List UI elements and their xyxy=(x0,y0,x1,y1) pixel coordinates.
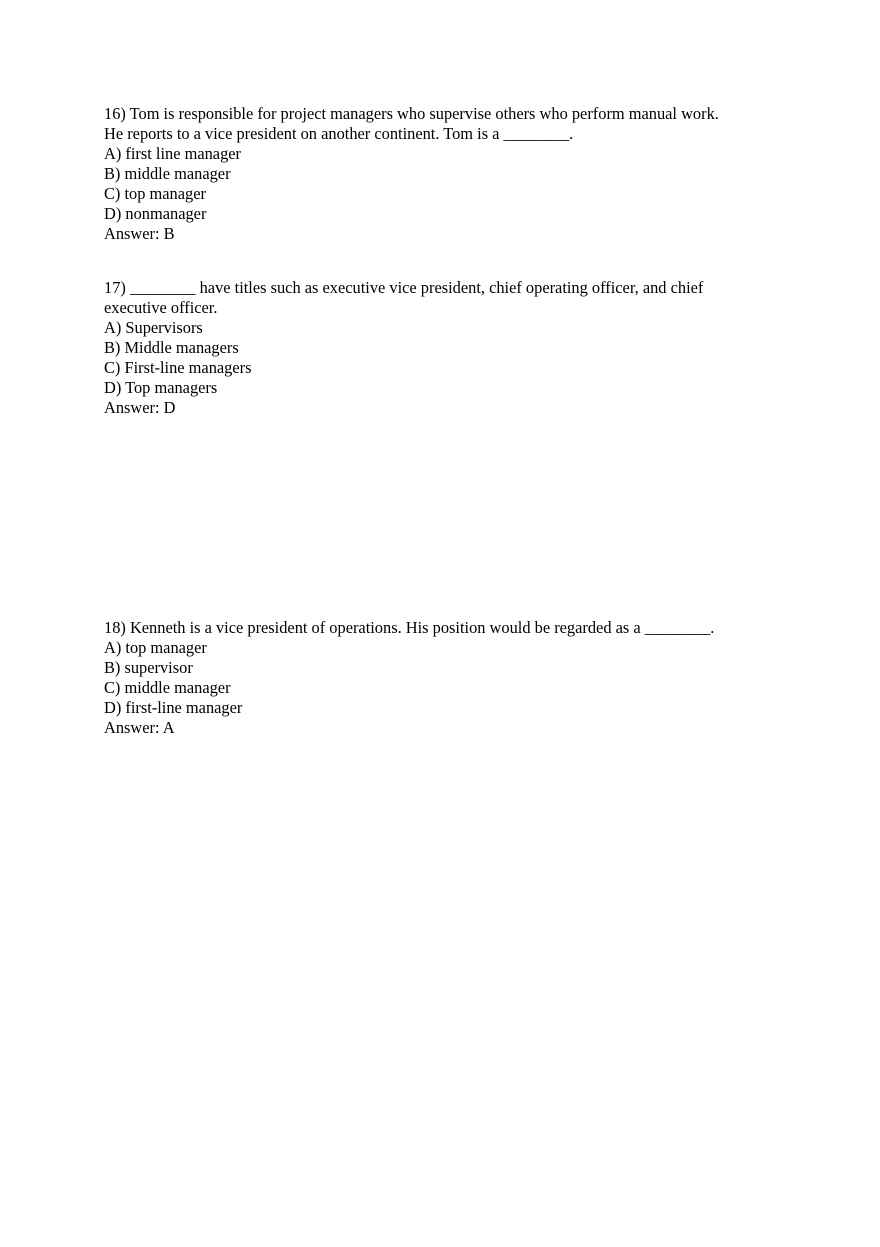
answer-option-b: B) middle manager xyxy=(104,164,231,183)
question-stem-line: executive officer. xyxy=(104,298,218,317)
question-stem xyxy=(104,618,784,638)
question-17 xyxy=(104,278,784,418)
answer-option-d: D) nonmanager xyxy=(104,204,207,223)
question-stem-line: 17) ________ have titles such as executive vice president, chief operating officer, and chief xyxy=(104,278,704,297)
answer-option-c: C) First-line managers xyxy=(104,358,252,377)
question-stem-line: 16) Tom is responsible for project managers who supervise others who perform manual work. xyxy=(104,104,719,123)
answer-key: Answer: B xyxy=(104,224,175,243)
answer-option-a: A) top manager xyxy=(104,638,207,657)
question-stem xyxy=(104,104,784,144)
question-stem-line: He reports to a vice president on another continent. Tom is a ________. xyxy=(104,124,574,143)
answer-option-d: D) Top managers xyxy=(104,378,218,397)
answer-key: Answer: A xyxy=(104,718,175,737)
answer-option-b: B) Middle managers xyxy=(104,338,239,357)
answer-option-b: B) supervisor xyxy=(104,658,193,677)
question-stem-line: 18) Kenneth is a vice president of operations. His position would be regarded as a ________. xyxy=(104,618,715,637)
answer-option-a: A) Supervisors xyxy=(104,318,203,337)
answer-option-c: C) top manager xyxy=(104,184,206,203)
answer-option-c: C) middle manager xyxy=(104,678,231,697)
answer-key: Answer: D xyxy=(104,398,176,417)
question-18 xyxy=(104,618,784,738)
answer-option-d: D) first-line manager xyxy=(104,698,243,717)
question-16 xyxy=(104,104,784,244)
answer-option-a: A) first line manager xyxy=(104,144,241,163)
question-stem xyxy=(104,278,784,318)
